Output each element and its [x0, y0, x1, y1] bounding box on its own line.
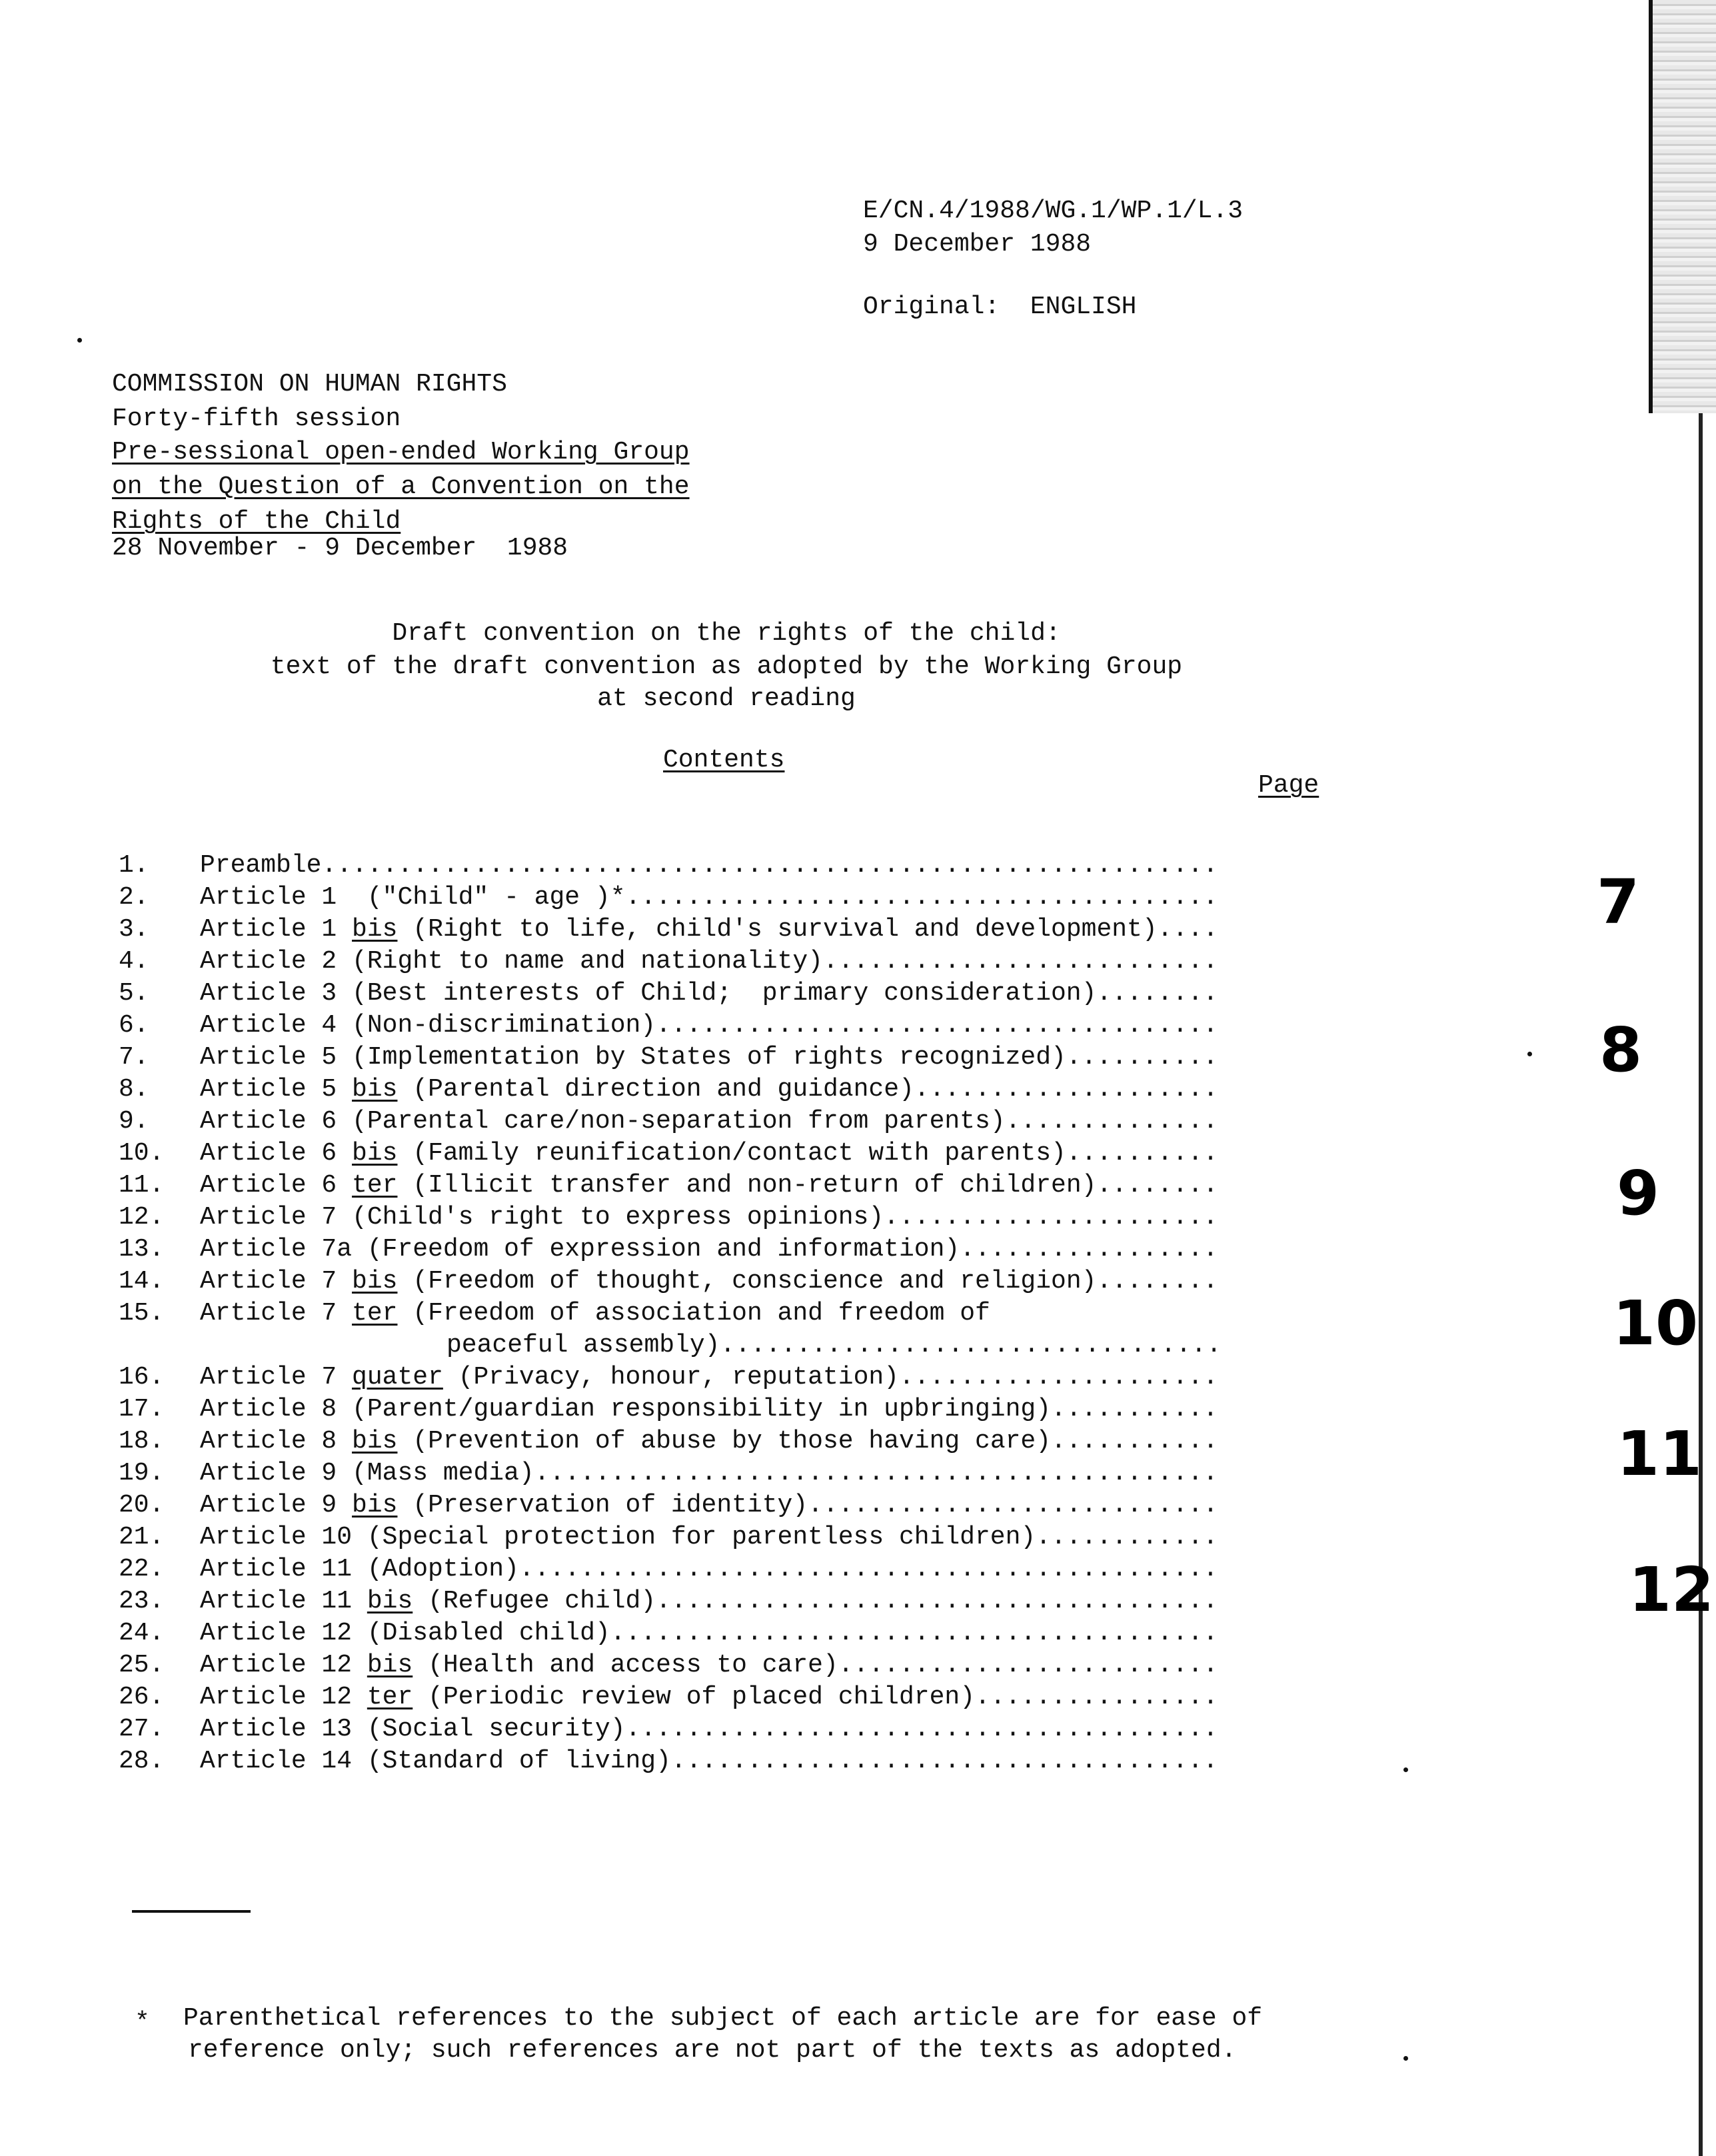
- toc-item-title-text: Article 12: [200, 1651, 367, 1679]
- toc-row: [0, 1301, 1240, 1332]
- toc-leader-dots: ....................: [914, 1075, 1218, 1104]
- toc-leader-dots: .....................................: [656, 1011, 1218, 1040]
- toc-leader-dots: ..............................................: [518, 1555, 1218, 1584]
- toc-item-title-text: Article 4 (Non-discrimination): [200, 1011, 656, 1040]
- toc-item-subject: (Freedom of association and freedom of: [397, 1299, 990, 1328]
- toc-leader-dots: ..........: [1066, 1139, 1218, 1168]
- toc-row: [0, 1205, 1240, 1236]
- toc-item-title: [200, 1685, 1218, 1710]
- toc-leader-dots: ........................................: [610, 1619, 1218, 1647]
- toc-item-title: [200, 1077, 1218, 1102]
- toc-item-number: 19.: [119, 1459, 165, 1488]
- page-edge-line: [1699, 413, 1716, 2156]
- toc-item-title-text: Article 11: [200, 1587, 367, 1616]
- toc-row: [0, 1045, 1240, 1076]
- toc-row: [0, 1173, 1240, 1204]
- toc-leader-dots: ...........: [1051, 1427, 1218, 1456]
- toc-item-number: 21.: [119, 1523, 165, 1552]
- toc-item-number: 22.: [119, 1555, 165, 1584]
- title-line-3: at second reading: [597, 684, 856, 713]
- toc-item-title-text: peaceful assembly): [446, 1331, 720, 1360]
- toc-item-title-text: Article 3 (Best interests of Child; primary consideration): [200, 979, 1097, 1008]
- toc-item-title-text: Article 2 (Right to name and nationality): [200, 947, 823, 976]
- toc-item-number: 6.: [119, 1011, 149, 1040]
- page-number-8: 8: [1599, 1014, 1643, 1086]
- toc-item-number: 15.: [119, 1299, 165, 1328]
- session-name: Forty-fifth session: [112, 405, 401, 433]
- toc-item-title: [200, 981, 1218, 1006]
- document-date: 9 December 1988: [863, 230, 1092, 259]
- toc-row: [0, 981, 1240, 1012]
- toc-item-article-suffix: bis: [352, 1267, 398, 1296]
- toc-item-number: 23.: [119, 1587, 165, 1616]
- toc-row: [0, 1717, 1240, 1747]
- toc-row: [0, 1237, 1240, 1268]
- toc-item-title: [200, 1397, 1218, 1422]
- toc-item-subject: (Illicit transfer and non-return of children): [397, 1171, 1097, 1200]
- toc-item-title: [200, 1589, 1218, 1614]
- toc-item-title: [200, 1173, 1218, 1198]
- toc-item-number: 28.: [119, 1747, 165, 1775]
- toc-item-title: [200, 853, 1218, 878]
- toc-item-number: 2.: [119, 883, 149, 912]
- toc-row: [0, 1109, 1240, 1140]
- toc-leader-dots: ......................: [884, 1203, 1218, 1232]
- scan-speck: [1403, 2056, 1408, 2061]
- toc-row: [0, 1749, 1240, 1779]
- toc-item-title-text: Article 7a (Freedom of expression and information): [200, 1235, 960, 1264]
- toc-item-title: [200, 1141, 1218, 1166]
- toc-item-title-text: Article 14 (Standard of living): [200, 1747, 671, 1775]
- page-number-10: 10: [1613, 1288, 1699, 1359]
- toc-leader-dots: .......................................: [625, 1715, 1218, 1743]
- toc-item-title-text: Preamble: [200, 851, 322, 880]
- toc-leader-dots: ...........................: [808, 1491, 1218, 1520]
- toc-leader-dots: ..............: [1005, 1107, 1218, 1136]
- toc-item-title-text: Article 7 (Child's right to express opinions): [200, 1203, 884, 1232]
- toc-item-title-text: Article 8 (Parent/guardian responsibility in upbringing): [200, 1395, 1052, 1424]
- working-group-line-2: on the Question of a Convention on the: [112, 473, 690, 501]
- session-dates: 28 November - 9 December 1988: [112, 534, 568, 562]
- toc-leader-dots: .........................: [838, 1651, 1218, 1679]
- scan-speck: [1527, 1052, 1532, 1056]
- toc-item-title: [200, 949, 1218, 974]
- toc-leader-dots: .................................: [720, 1331, 1222, 1360]
- toc-item-title: [200, 1013, 1218, 1038]
- toc-item-title: [200, 1749, 1218, 1774]
- toc-leader-dots: ........: [1096, 1171, 1218, 1200]
- toc-item-number: 11.: [119, 1171, 165, 1200]
- page-number-11: 11: [1617, 1418, 1703, 1490]
- toc-item-title: [200, 1717, 1218, 1742]
- toc-leader-dots: ...........................................................: [321, 851, 1218, 880]
- toc-item-article-suffix: bis: [352, 915, 398, 944]
- toc-item-subject: (Parental direction and guidance): [397, 1075, 914, 1104]
- toc-item-article-suffix: bis: [352, 1427, 398, 1456]
- toc-leader-dots: .............................................: [534, 1459, 1218, 1488]
- toc-item-title: [200, 1493, 1218, 1518]
- toc-item-title-text: Article 5: [200, 1075, 353, 1104]
- toc-leader-dots: ...........: [1051, 1395, 1218, 1424]
- toc-item-title: [200, 1557, 1218, 1582]
- toc-item-number: 27.: [119, 1715, 165, 1743]
- toc-row: [0, 885, 1240, 916]
- toc-item-number: 3.: [119, 915, 149, 944]
- footnote-rule: [132, 1910, 251, 1913]
- toc-item-subject: (Refugee child): [413, 1587, 656, 1616]
- toc-leader-dots: ....................................: [670, 1747, 1218, 1775]
- original-language: Original: ENGLISH: [863, 293, 1137, 321]
- toc-item-title-text: Article 6 (Parental care/non-separation from parents): [200, 1107, 1006, 1136]
- commission-name: COMMISSION ON HUMAN RIGHTS: [112, 370, 507, 399]
- toc-item-title-text: Article 9: [200, 1491, 353, 1520]
- toc-item-title-text: Article 7: [200, 1363, 353, 1392]
- toc-item-title-text: Article 9 (Mass media): [200, 1459, 534, 1488]
- toc-item-title: [200, 1109, 1218, 1134]
- toc-item-title: [200, 917, 1218, 942]
- toc-row: [0, 1621, 1240, 1651]
- toc-item-title-text: Article 10 (Special protection for parentless children): [200, 1523, 1036, 1552]
- toc-item-title: [200, 1269, 1218, 1294]
- toc-row: [0, 1429, 1240, 1460]
- toc-row: [0, 1685, 1240, 1715]
- page-number-7: 7: [1597, 866, 1640, 938]
- footnote-line-1: Parenthetical references to the subject of each article are for ease of: [183, 2004, 1263, 2033]
- toc-row: [0, 1077, 1240, 1108]
- toc-row: [0, 917, 1240, 948]
- toc-item-number: 7.: [119, 1043, 149, 1072]
- toc-item-title: [200, 1237, 1218, 1262]
- toc-item-number: 26.: [119, 1683, 165, 1711]
- toc-item-number: 16.: [119, 1363, 165, 1392]
- toc-item-subject: (Preservation of identity): [397, 1491, 808, 1520]
- toc-item-subject: (Freedom of thought, conscience and religion): [397, 1267, 1097, 1296]
- toc-row: [0, 1365, 1240, 1396]
- toc-item-title: [200, 1045, 1218, 1070]
- toc-leader-dots: ........: [1096, 1267, 1218, 1296]
- toc-item-title: [200, 1429, 1218, 1454]
- toc-item-title: [200, 1653, 1218, 1678]
- toc-row: [0, 1397, 1240, 1428]
- toc-leader-dots: .....................................: [656, 1587, 1218, 1616]
- scanned-page-edge: [1649, 0, 1716, 413]
- toc-item-title-text: Article 7: [200, 1299, 353, 1328]
- toc-item-article-suffix: ter: [352, 1299, 398, 1328]
- toc-item-number: 24.: [119, 1619, 165, 1647]
- toc-leader-dots: ................: [975, 1683, 1218, 1711]
- toc-item-subject: (Prevention of abuse by those having care): [397, 1427, 1052, 1456]
- toc-row: [0, 1461, 1240, 1492]
- toc-row: [0, 949, 1240, 980]
- working-group-line-1: Pre-sessional open-ended Working Group: [112, 438, 690, 467]
- toc-item-article-suffix: bis: [367, 1587, 413, 1616]
- toc-item-title: [200, 1525, 1218, 1550]
- toc-item-title: [200, 1365, 1218, 1390]
- toc-item-title: [200, 1461, 1218, 1486]
- toc-leader-dots: .....................: [899, 1363, 1218, 1392]
- toc-leader-dots: .......................................: [625, 883, 1218, 912]
- title-line-2: text of the draft convention as adopted by the Working Group: [270, 652, 1183, 681]
- toc-item-article-suffix: bis: [352, 1075, 398, 1104]
- toc-leader-dots: ....: [1157, 915, 1218, 944]
- toc-item-subject: (Health and access to care): [413, 1651, 838, 1679]
- toc-row: [0, 1589, 1240, 1619]
- toc-item-article-suffix: quater: [352, 1363, 443, 1392]
- toc-item-number: 4.: [119, 947, 149, 976]
- footnote-marker: *: [135, 2008, 150, 2037]
- toc-item-subject: (Right to life, child's survival and development): [397, 915, 1158, 944]
- toc-item-number: 18.: [119, 1427, 165, 1456]
- toc-leader-dots: ........: [1096, 979, 1218, 1008]
- toc-item-article-suffix: bis: [352, 1491, 398, 1520]
- title-line-1: Draft convention on the rights of the child:: [392, 619, 1061, 648]
- toc-item-number: 8.: [119, 1075, 149, 1104]
- scan-speck: [77, 338, 82, 343]
- toc-item-article-suffix: ter: [367, 1683, 413, 1711]
- toc-item-title: [200, 1301, 990, 1326]
- toc-row: [0, 1333, 1240, 1364]
- toc-item-title-text: Article 13 (Social security): [200, 1715, 626, 1743]
- toc-item-title-text: Article 1 ("Child" - age )*: [200, 883, 626, 912]
- toc-item-number: 5.: [119, 979, 149, 1008]
- toc-item-title-text: Article 7: [200, 1267, 353, 1296]
- toc-item-title: [200, 1205, 1218, 1230]
- toc-item-title: [200, 1621, 1218, 1646]
- toc-item-title-text: Article 12 (Disabled child): [200, 1619, 610, 1647]
- toc-item-subject: (Privacy, honour, reputation): [442, 1363, 899, 1392]
- toc-row: [0, 1493, 1240, 1524]
- toc-item-subject: (Family reunification/contact with parents): [397, 1139, 1066, 1168]
- toc-item-number: 10.: [119, 1139, 165, 1168]
- page-column-heading: Page: [1258, 771, 1319, 800]
- toc-item-title: [446, 1333, 1222, 1358]
- toc-row: [0, 1141, 1240, 1172]
- toc-item-article-suffix: ter: [352, 1171, 398, 1200]
- toc-leader-dots: ..........................: [822, 947, 1218, 976]
- page-number-12: 12: [1629, 1554, 1715, 1625]
- toc-row: [0, 1013, 1240, 1044]
- toc-item-number: 20.: [119, 1491, 165, 1520]
- toc-item-number: 14.: [119, 1267, 165, 1296]
- toc-item-number: 1.: [119, 851, 149, 880]
- toc-item-title: [200, 885, 1218, 910]
- toc-item-number: 9.: [119, 1107, 149, 1136]
- toc-item-title-text: Article 6: [200, 1171, 353, 1200]
- toc-item-title-text: Article 12: [200, 1683, 367, 1711]
- toc-row: [0, 1269, 1240, 1300]
- toc-item-number: 12.: [119, 1203, 165, 1232]
- toc-leader-dots: ..........: [1066, 1043, 1218, 1072]
- toc-item-number: 25.: [119, 1651, 165, 1679]
- footnote-line-2: reference only; such references are not part of the texts as adopted.: [188, 2036, 1237, 2065]
- toc-leader-dots: .................: [960, 1235, 1218, 1264]
- toc-row: [0, 1653, 1240, 1683]
- scan-speck: [1403, 1767, 1408, 1772]
- toc-item-title-text: Article 11 (Adoption): [200, 1555, 519, 1584]
- document-symbol: E/CN.4/1988/WG.1/WP.1/L.3: [863, 197, 1244, 225]
- toc-item-title-text: Article 1: [200, 915, 353, 944]
- toc-row: [0, 853, 1240, 884]
- contents-heading: Contents: [663, 746, 785, 774]
- toc-item-number: 17.: [119, 1395, 165, 1424]
- toc-leader-dots: ............: [1036, 1523, 1218, 1552]
- toc-row: [0, 1557, 1240, 1588]
- toc-item-number: 13.: [119, 1235, 165, 1264]
- page-number-9: 9: [1617, 1158, 1660, 1229]
- toc-item-article-suffix: bis: [367, 1651, 413, 1679]
- toc-row: [0, 1525, 1240, 1556]
- toc-item-subject: (Periodic review of placed children): [413, 1683, 976, 1711]
- working-group-line-3: Rights of the Child: [112, 507, 401, 536]
- toc-item-article-suffix: bis: [352, 1139, 398, 1168]
- toc-item-title-text: Article 8: [200, 1427, 353, 1456]
- toc-item-title-text: Article 6: [200, 1139, 353, 1168]
- toc-item-title-text: Article 5 (Implementation by States of rights recognized): [200, 1043, 1066, 1072]
